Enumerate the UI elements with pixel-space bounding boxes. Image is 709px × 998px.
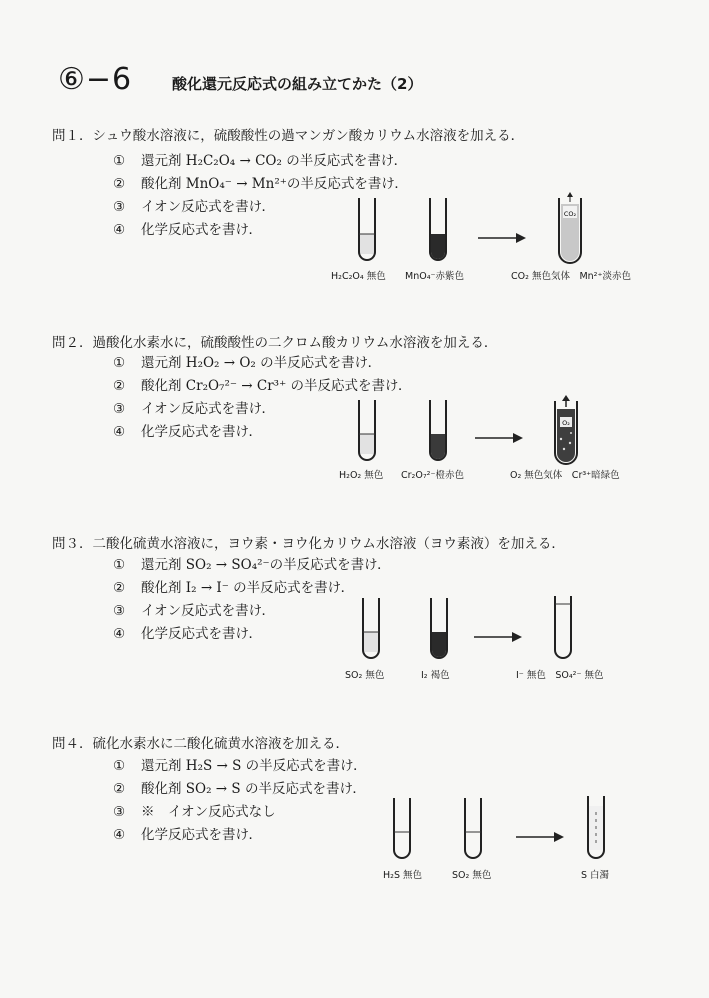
q4-tube-cloudy <box>584 796 608 862</box>
item-text: 還元剤 H₂C₂O₄ → CO₂ の半反応式を書け． <box>141 153 408 169</box>
q2-tube-orange <box>426 400 450 464</box>
q4-label-tube1: H₂S 無色 <box>383 870 423 881</box>
q3-item-2 <box>113 576 354 596</box>
item-number: ② <box>113 580 126 596</box>
item-text: 還元剤 H₂O₂ → O₂ の半反応式を書け． <box>141 355 382 371</box>
item-text: 酸化剤 MnO₄⁻ → Mn²⁺の半反応式を書け． <box>141 176 408 192</box>
q2-label-tube1: H₂O₂ 無色 <box>339 470 384 481</box>
q1-item-2 <box>113 172 408 192</box>
q2-item-2 <box>113 374 411 394</box>
q4-arrow <box>516 831 564 843</box>
q2-arrow <box>475 432 523 444</box>
q1-item-4 <box>113 218 262 238</box>
item-number: ② <box>113 781 126 797</box>
item-number: ③ <box>113 804 126 820</box>
question-1: 問１．シュウ酸水溶液に，硫酸酸性の過マンガン酸カリウム水溶液を加える． <box>52 128 525 144</box>
item-text: 還元剤 H₂S → S の半反応式を書け． <box>141 758 367 774</box>
q1-item-1 <box>113 149 407 169</box>
item-number: ④ <box>113 222 126 238</box>
q1-tube-purple <box>426 198 450 264</box>
q4-item-3 <box>113 800 276 820</box>
q2-gas-label: O₂ <box>562 419 570 427</box>
item-number: ① <box>113 355 126 371</box>
q2-label-product: O₂ 無色気体 Cr³⁺暗緑色 <box>510 470 620 481</box>
item-text: 化学反応式を書け． <box>141 827 262 843</box>
q1-tube-clear <box>355 198 379 264</box>
item-number: ④ <box>113 424 126 440</box>
question-4: 問４．硫化水素水に二酸化硫黄水溶液を加える． <box>52 736 349 752</box>
q1-label-product: CO₂ 無色気体 Mn²⁺淡赤色 <box>511 271 631 282</box>
q2-item-3 <box>113 397 275 417</box>
q3-arrow <box>474 631 522 643</box>
item-text: 化学反応式を書け． <box>141 222 262 238</box>
q4-tube-clear-1 <box>390 798 414 862</box>
item-number: ③ <box>113 401 126 417</box>
item-text: イオン反応式を書け． <box>141 603 276 619</box>
q4-label-tube2: SO₂ 無色 <box>452 870 492 881</box>
q2-tube-product <box>551 395 581 465</box>
item-number: ① <box>113 153 126 169</box>
question-2: 問２．過酸化水素水に，硫酸酸性の二クロム酸カリウム水溶液を加える． <box>52 335 498 351</box>
q1-arrow <box>478 232 526 244</box>
q4-label-product: S 白濁 <box>581 870 610 881</box>
item-number: ④ <box>113 827 126 843</box>
q3-item-1 <box>113 553 391 573</box>
page-title: 酸化還元反応式の組み立てかた（2） <box>172 75 423 93</box>
page-number: ⑥−6 <box>58 62 133 97</box>
q2-item-4 <box>113 420 262 440</box>
item-number: ① <box>113 758 126 774</box>
q3-item-4 <box>113 622 262 642</box>
item-number: ② <box>113 176 126 192</box>
q2-tube-clear <box>355 400 379 464</box>
item-text: 化学反応式を書け． <box>141 424 262 440</box>
item-number: ① <box>113 557 126 573</box>
q1-label-tube2: MnO₄⁻赤紫色 <box>405 271 465 282</box>
item-number: ③ <box>113 603 126 619</box>
q3-tube-clear <box>359 598 383 662</box>
q3-tube-product <box>551 596 575 662</box>
item-text: 還元剤 SO₂ → SO₄²⁻の半反応式を書け． <box>141 557 391 573</box>
q1-gas-label: CO₂ <box>563 210 577 218</box>
item-number: ③ <box>113 199 126 215</box>
item-text: 酸化剤 Cr₂O₇²⁻ → Cr³⁺ の半反応式を書け． <box>141 378 412 394</box>
item-number: ④ <box>113 626 126 642</box>
item-text: イオン反応式を書け． <box>141 401 276 417</box>
q2-label-tube2: Cr₂O₇²⁻橙赤色 <box>401 470 464 481</box>
item-text: ※ イオン反応式なし <box>141 804 276 820</box>
q3-label-tube1: SO₂ 無色 <box>345 670 385 681</box>
item-number: ② <box>113 378 126 394</box>
item-text: 酸化剤 I₂ → I⁻ の半反応式を書け． <box>141 580 355 596</box>
question-3: 問３．二酸化硫黄水溶液に，ヨウ素・ヨウ化カリウム水溶液（ヨウ素液）を加える． <box>52 536 565 552</box>
q1-item-3 <box>113 195 275 215</box>
q4-tube-clear-2 <box>461 798 485 862</box>
item-text: 化学反応式を書け． <box>141 626 262 642</box>
q3-label-product: I⁻ 無色 SO₄²⁻ 無色 <box>516 670 604 681</box>
item-text: イオン反応式を書け． <box>141 199 276 215</box>
q4-item-1 <box>113 754 367 774</box>
q1-tube-product <box>555 192 585 264</box>
q3-item-3 <box>113 599 275 619</box>
q2-item-1 <box>113 351 381 371</box>
q3-tube-brown <box>427 598 451 662</box>
q4-item-4 <box>113 823 262 843</box>
q3-label-tube2: I₂ 褐色 <box>421 670 450 681</box>
q1-label-tube1: H₂C₂O₄ 無色 <box>331 271 386 282</box>
q4-item-2 <box>113 777 366 797</box>
item-text: 酸化剤 SO₂ → S の半反応式を書け． <box>141 781 366 797</box>
